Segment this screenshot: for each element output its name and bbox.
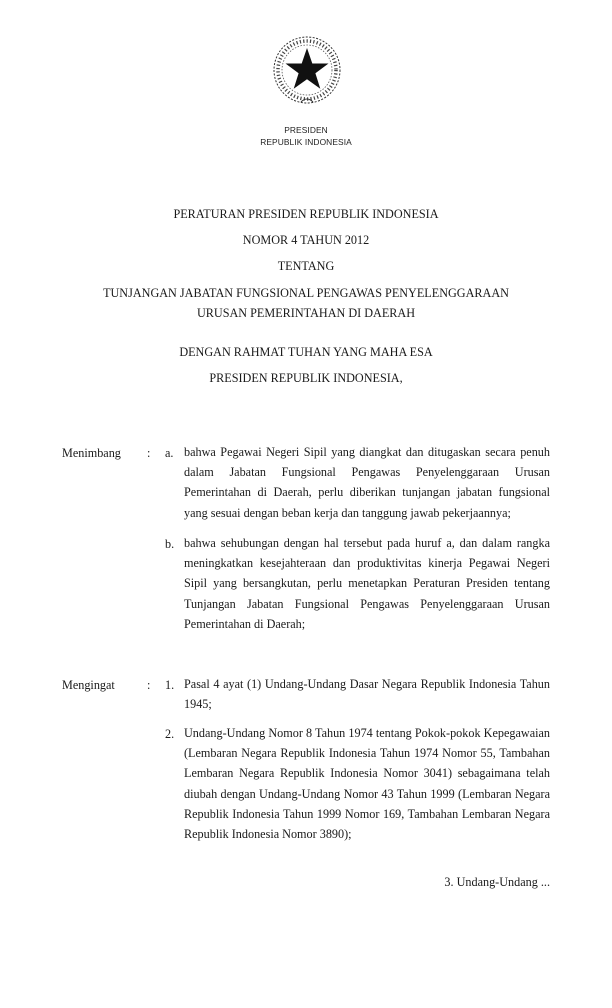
mengingat-label: Mengingat xyxy=(62,678,115,692)
emblem-caption-presiden: PRESIDEN xyxy=(284,125,328,135)
menimbang-item-b-marker: b. xyxy=(165,537,175,551)
menimbang-colon: : xyxy=(147,446,151,460)
document-title: PERATURAN PRESIDEN REPUBLIK INDONESIA xyxy=(173,207,439,221)
subject-line-1: TUNJANGAN JABATAN FUNGSIONAL PENGAWAS PENYELENGGARAAN xyxy=(103,286,509,300)
mengingat-item-2-text: Undang-Undang Nomor 8 Tahun 1974 tentang Pokok-pokok Kepegawaian (Lembaran Negara Republik Indonesia Tahun 1974 Nomor 55, Tambahan Lembaran Negara Republik Indonesia Nomor 3041) sebagaimana telah diubah dengan Undang-Undang Nomor 43 Tahun 1999 (Lembaran Negara Republik Indonesia Tahun 1999 Nomor 169, Tambahan Lembaran Negara Republik Indonesia Nomor 3890); xyxy=(184,726,550,842)
mengingat-colon: : xyxy=(147,678,151,692)
menimbang-item-b-text: bahwa sehubungan dengan hal tersebut pada huruf a, dan dalam rangka meningkatkan kesejahteraan dan produktivitas kinerja Pegawai Negeri Sipil yang bersangkutan, perlu menetapkan Peraturan Presiden tentang Tunjangan Jabatan Fungsional Pengawas Penyelenggaraan Urusan Pemerintahan di Daerah; xyxy=(184,536,550,631)
tentang-heading: TENTANG xyxy=(277,259,335,273)
mengingat-item-1-marker: 1. xyxy=(165,678,175,692)
page-continuation: 3. Undang-Undang ... xyxy=(444,875,550,889)
mengingat-item-1-text: Pasal 4 ayat (1) Undang-Undang Dasar Negara Republik Indonesia Tahun 1945; xyxy=(184,677,550,712)
menimbang-label: Menimbang xyxy=(62,446,121,460)
mengingat-item-2-marker: 2. xyxy=(165,727,175,741)
menimbang-item-a-text: bahwa Pegawai Negeri Sipil yang diangkat dan ditugaskan secara penuh dalam Jabatan Fungsional Pengawas Penyelenggaraan Urusan Pemerintahan di Daerah, perlu diberikan tunjangan jabatan fungsional yang sesuai dengan beban kerja dan tanggung jawab pekerjaannya; xyxy=(184,445,550,520)
presidential-emblem-icon xyxy=(269,34,345,110)
president-heading: PRESIDEN REPUBLIK INDONESIA, xyxy=(209,371,403,385)
emblem-caption-republik: REPUBLIK INDONESIA xyxy=(260,137,352,147)
invocation: DENGAN RAHMAT TUHAN YANG MAHA ESA xyxy=(179,345,433,359)
menimbang-item-a-marker: a. xyxy=(165,446,174,460)
document-number: NOMOR 4 TAHUN 2012 xyxy=(242,233,370,247)
subject-line-2: URUSAN PEMERINTAHAN DI DAERAH xyxy=(196,306,416,320)
